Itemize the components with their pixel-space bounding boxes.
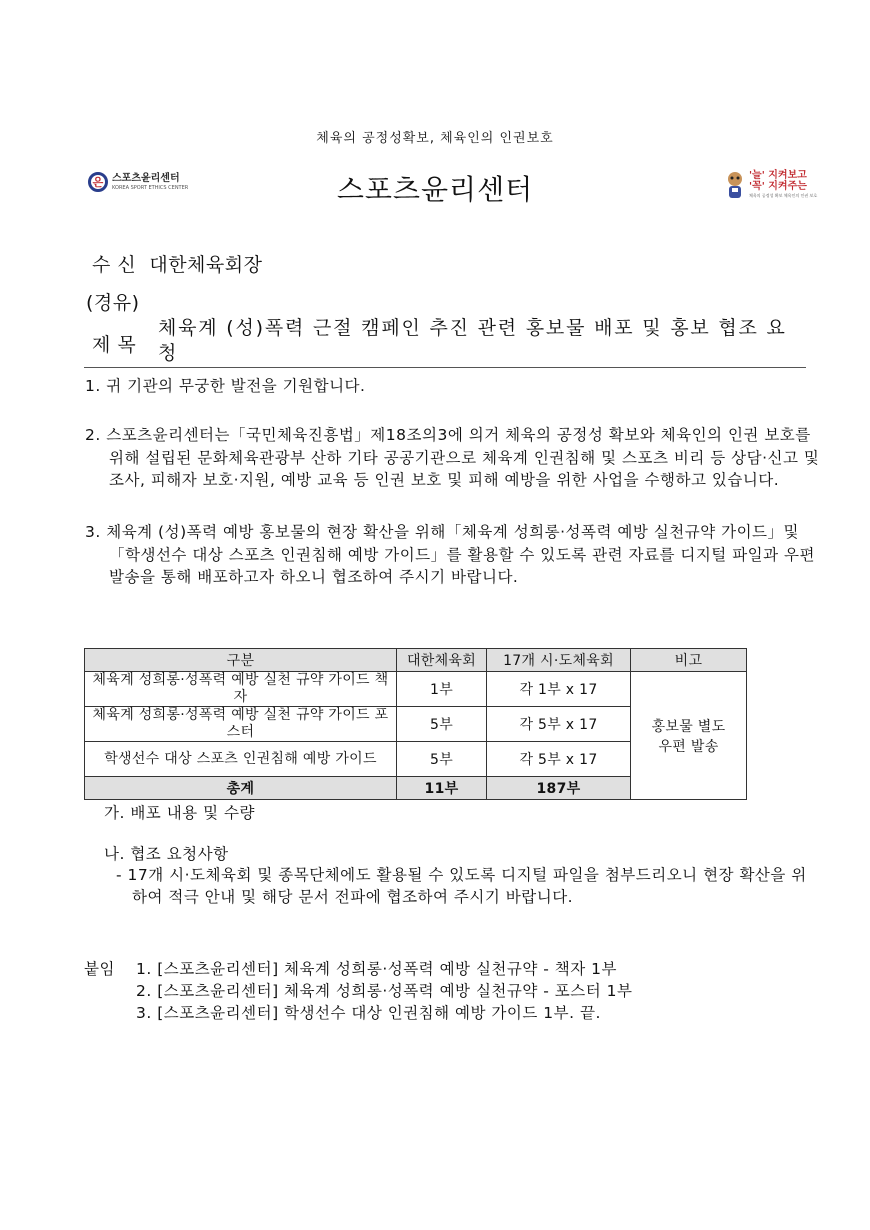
table-header-cell: 대한체육회 <box>397 649 487 672</box>
org-title: 스포츠윤리센터 <box>336 173 534 206</box>
campaign-logo <box>724 170 817 200</box>
mascot-character-icon <box>724 170 746 200</box>
distribution-table <box>84 648 747 800</box>
logo-name-en: KOREA SPORT ETHICS CENTER <box>112 184 189 191</box>
table-header-cell: 비고 <box>631 649 747 672</box>
korea-sport-ethics-center-logo-icon: 은 <box>88 172 108 192</box>
recipient-label: 수 신 <box>92 254 137 276</box>
table-header-cell: 구분 <box>85 649 397 672</box>
campaign-line-1: '늘' 지켜보고 <box>749 170 807 182</box>
section-ga: 가. 배포 내용 및 수량 <box>104 804 255 822</box>
paragraph-2: 2. 스포츠윤리센터는「국민체육진흥법」제18조의3에 의거 체육의 공정성 확보와 체육인의 인권 보호를 위해 설립된 문화체육관광부 산하 기타 공공기관으로 체육계 인권침해 및 스포츠 비리 등 상담·신고 및 조사, 피해자 보호·지원, 예방 교육 등 인권 보호 및 피해 예방을 위한 사업을 수행하고 있습니다. <box>85 426 820 489</box>
header-slogan: 체육의 공정성확보, 체육인의 인권보호 <box>316 131 554 146</box>
campaign-line-2: '꼭' 지켜주는 <box>749 180 807 192</box>
total-kso: 11부 <box>397 777 487 800</box>
section-na-item: - 17개 시·도체육회 및 종목단체에도 활용될 수 있도록 디지털 파일을 첨부드리오니 현장 확산을 위하여 적극 안내 및 해당 문서 전파에 협조하여 주시기 바랍니다. <box>116 866 807 906</box>
subject-text: 체육계 (성)폭력 근절 캠페인 추진 관련 홍보물 배포 및 홍보 협조 요청 <box>158 317 787 364</box>
table-cell-city: 각 1부 x 17 <box>487 672 631 707</box>
table-cell-item: 체육계 성희롱·성폭력 예방 실천 규약 가이드 포스터 <box>85 707 397 742</box>
table-cell-kso: 5부 <box>397 742 487 777</box>
attachments-label: 붙임 <box>84 960 115 978</box>
campaign-line-3: 체육의 공정성 확보 체육인의 인권 보호 <box>749 193 818 199</box>
attachment-item: 1. [스포츠윤리센터] 체육계 성희롱·성폭력 예방 실천규약 - 책자 1부 <box>136 960 618 978</box>
attachment-item: 2. [스포츠윤리센터] 체육계 성희롱·성폭력 예방 실천규약 - 포스터 1부 <box>136 982 633 1000</box>
table-cell-kso: 1부 <box>397 672 487 707</box>
table-cell-kso: 5부 <box>397 707 487 742</box>
recipient-value: 대한체육회장 <box>149 254 263 276</box>
attachment-item: 3. [스포츠윤리센터] 학생선수 대상 인권침해 예방 가이드 1부. 끝. <box>136 1004 601 1022</box>
subject-label: 제 목 <box>92 334 137 356</box>
table-cell-note <box>631 672 747 800</box>
section-na: 나. 협조 요청사항 <box>104 845 229 863</box>
paragraph-3: 3. 체육계 (성)폭력 예방 홍보물의 현장 확산을 위해「체육계 성희롱·성폭력 예방 실천규약 가이드」및「학생선수 대상 스포츠 인권침해 예방 가이드」를 활용할 수 있도록 관련 자료를 디지털 파일과 우편 발송을 통해 배포하고자 하오니 협조하여 주시기 바랍니다. <box>85 523 816 586</box>
table-cell-item: 학생선수 대상 스포츠 인권침해 예방 가이드 <box>85 742 397 777</box>
table-header-cell: 17개 시·도체육회 <box>487 649 631 672</box>
table-row <box>85 672 747 707</box>
recipient-row <box>92 250 262 277</box>
total-city: 187부 <box>487 777 631 800</box>
attachments-list <box>136 958 632 1024</box>
header-divider <box>84 367 806 368</box>
note-line-2: 우편 발송 <box>658 738 719 755</box>
table-cell-city: 각 5부 x 17 <box>487 707 631 742</box>
total-label: 총계 <box>85 777 397 800</box>
table-cell-item: 체육계 성희롱·성폭력 예방 실천 규약 가이드 책자 <box>85 672 397 707</box>
table-header-row <box>85 649 747 672</box>
via-label: (경유) <box>86 292 140 314</box>
table-cell-city: 각 5부 x 17 <box>487 742 631 777</box>
note-line-1: 홍보물 별도 <box>651 718 726 735</box>
paragraph-1: 1. 귀 기관의 무궁한 발전을 기원합니다. <box>85 377 366 395</box>
logo-name-ko: 스포츠윤리센터 <box>112 172 180 184</box>
